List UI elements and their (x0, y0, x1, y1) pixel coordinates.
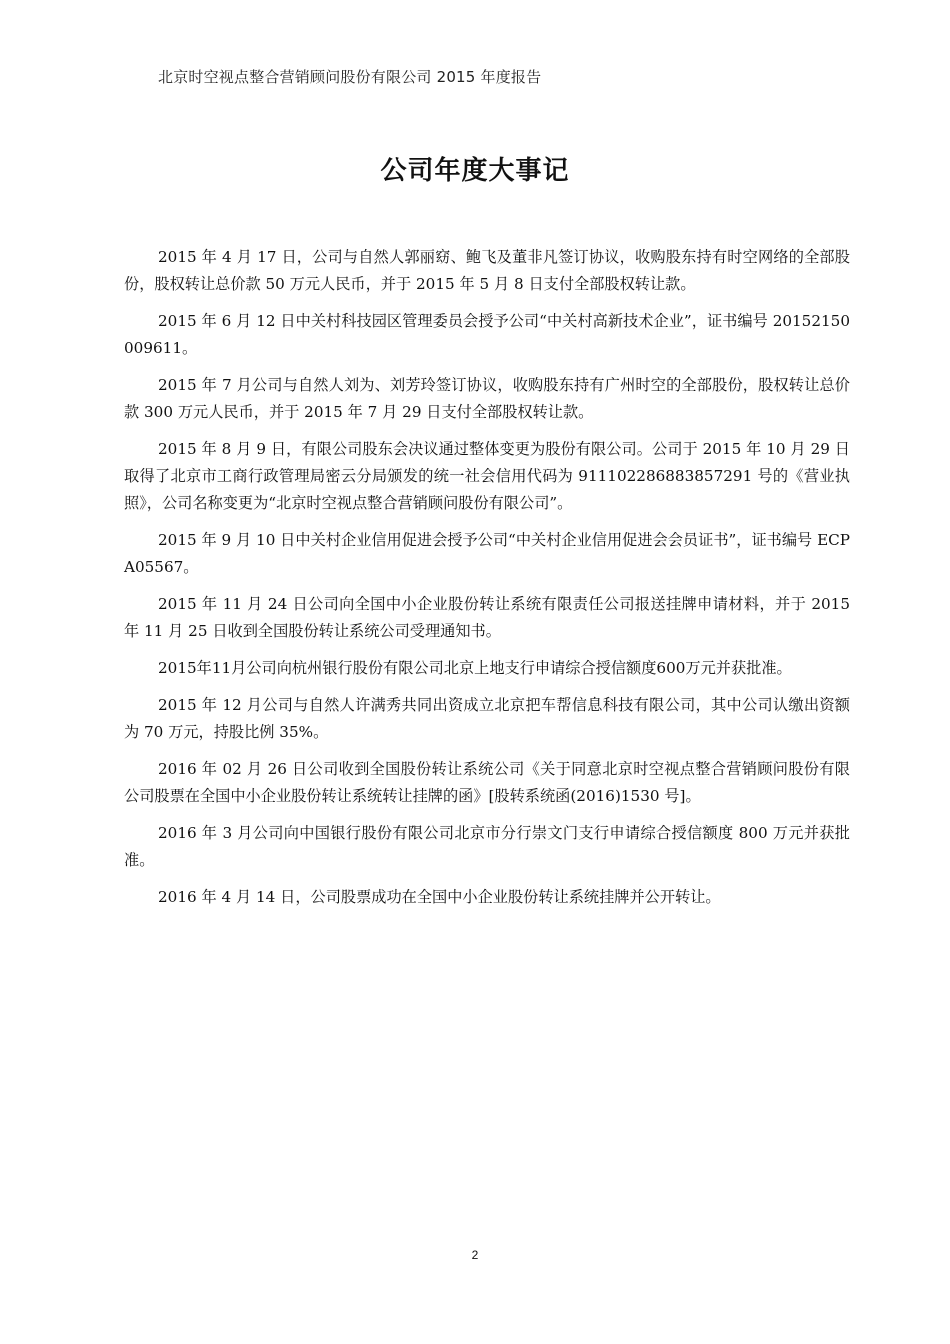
event-paragraph: 2015 年 12 月公司与自然人许满秀共同出资成立北京把车帮信息科技有限公司，其中公司认缴出资额为 70 万元，持股比例 35%。 (124, 696, 850, 741)
event-paragraph: 2016 年 3 月公司向中国银行股份有限公司北京市分行崇文门支行申请综合授信额度 800 万元并获批准。 (124, 824, 850, 869)
event-paragraph: 2015 年 9 月 10 日中关村企业信用促进会授予公司“中关村企业信用促进会会员证书”，证书编号 ECPA05567。 (124, 531, 850, 576)
event-paragraph: 2015年11月公司向杭州银行股份有限公司北京上地支行申请综合授信额度600万元并获批准。 (158, 659, 792, 677)
event-paragraph: 2015 年 7 月公司与自然人刘为、刘芳玲签订协议，收购股东持有广州时空的全部股份，股权转让总价款 300 万元人民币，并于 2015 年 7 月 29 日支付全部股权转让款。 (124, 376, 850, 421)
event-paragraph: 2015 年 4 月 17 日，公司与自然人郭丽窈、鲍飞及董非凡签订协议，收购股东持有时空网络的全部股份，股权转让总价款 50 万元人民币，并于 2015 年 5 月 8 日支付全部股权转让款。 (124, 248, 850, 293)
page-title: 公司年度大事记 (380, 156, 570, 186)
event-paragraph: 2016 年 4 月 14 日，公司股票成功在全国中小企业股份转让系统挂牌并公开转让。 (158, 888, 721, 906)
event-paragraph: 2016 年 02 月 26 日公司收到全国股份转让系统公司《关于同意北京时空视点整合营销顾问股份有限公司股票在全国中小企业股份转让系统转让挂牌的函》[股转系统函(2016)1530 号]。 (124, 760, 850, 805)
events-list (124, 244, 850, 921)
event-paragraph: 2015 年 8 月 9 日，有限公司股东会决议通过整体变更为股份有限公司。公司于 2015 年 10 月 29 日取得了北京市工商行政管理局密云分局颁发的统一社会信用代码为 911102286883857291 号的《营业执照》，公司名称变更为“北京时空视点整合营销顾问股份有限公司”。 (124, 440, 850, 512)
event-paragraph: 2015 年 11 月 24 日公司向全国中小企业股份转让系统有限责任公司报送挂牌申请材料，并于 2015 年 11 月 25 日收到全国股份转让系统公司受理通知书。 (124, 595, 850, 640)
running-header: 北京时空视点整合营销顾问股份有限公司 2015 年度报告 (158, 68, 542, 86)
event-paragraph: 2015 年 6 月 12 日中关村科技园区管理委员会授予公司“中关村高新技术企业”，证书编号 20152150009611。 (124, 312, 850, 357)
page-number: 2 (471, 1248, 479, 1262)
